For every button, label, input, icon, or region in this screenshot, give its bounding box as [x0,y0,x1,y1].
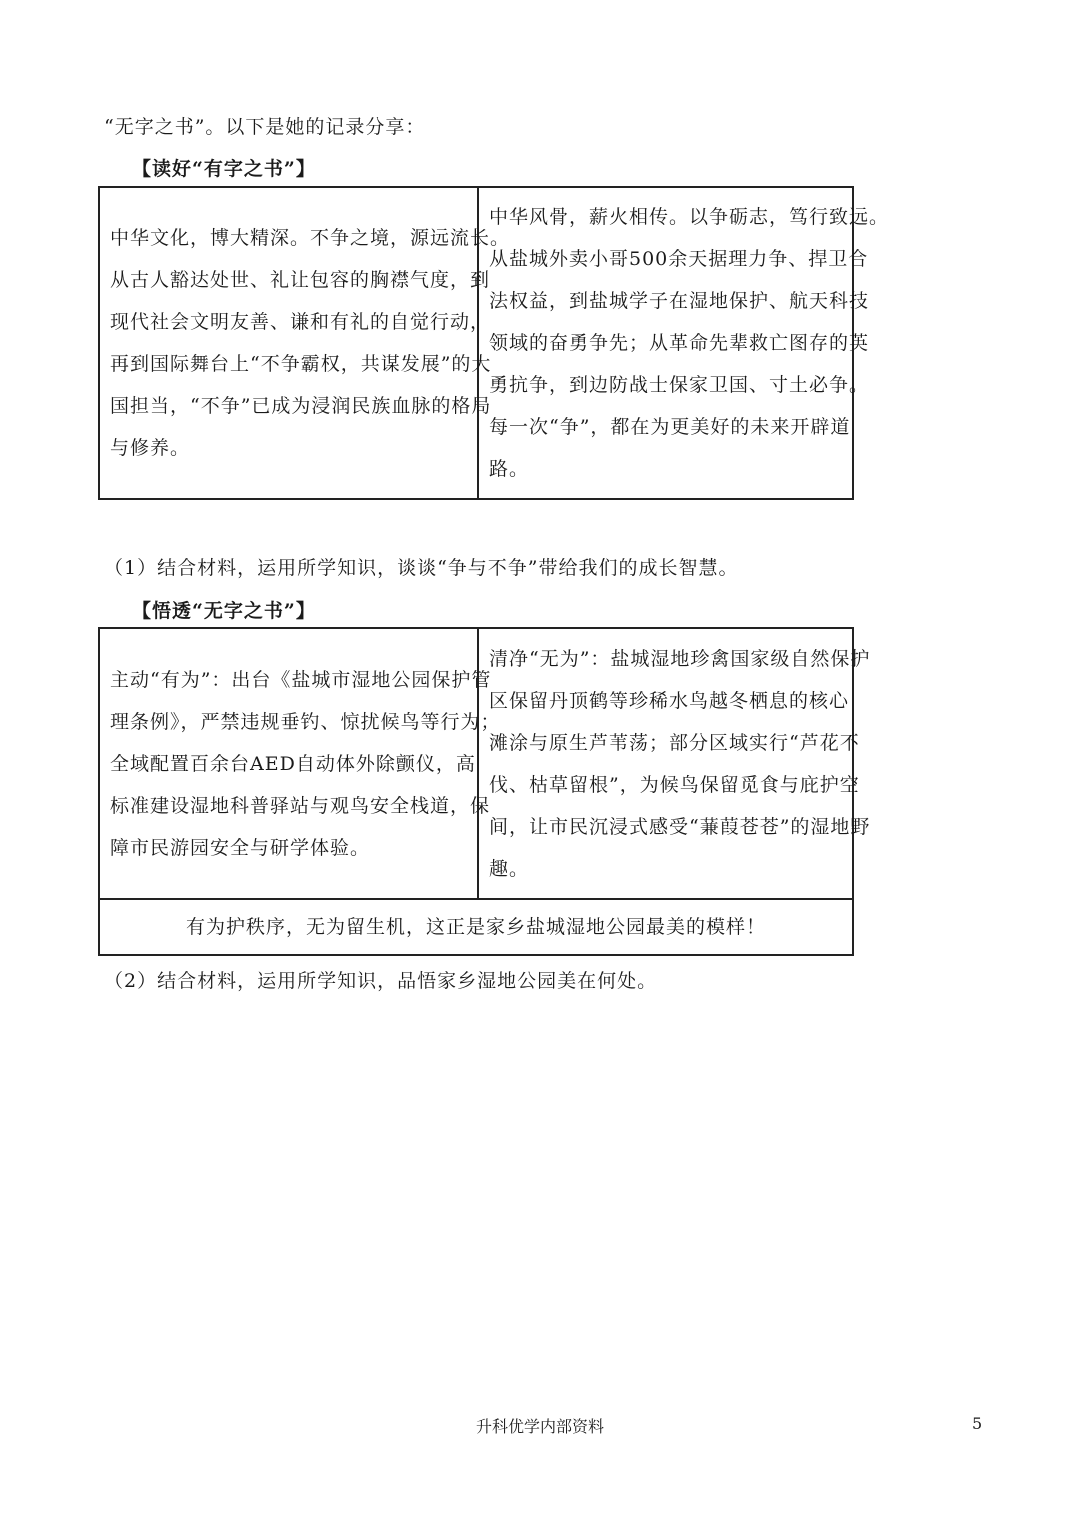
section1-left-line: 与修养。 [110,437,191,459]
page-number: 5 [972,1414,983,1433]
section1-left-line: 现代社会文明友善、谦和有礼的自觉行动， [110,311,491,333]
section1-left-line: 国担当，“不争”已成为浸润民族血脉的格局 [110,395,492,417]
section2-summary: 有为护秩序，无为留生机，这正是家乡盐城湿地公园最美的模样！ [99,899,853,955]
section1-left-line: 中华文化，博大精深。不争之境，源远流长。 [110,227,511,249]
section2-left-line: 标准建设湿地科普驿站与观鸟安全栈道，保 [110,794,491,817]
section2-right-line: 趣。 [489,857,530,880]
section1-right-line: 勇抗争，到边防战士保家卫国、寸土必争。 [489,374,870,396]
question-2: （2）结合材料，运用所学知识，品悟家乡湿地公园美在何处。 [104,970,658,992]
section2-right-cell [478,628,871,899]
intro-text: “无字之书”。以下是她的记录分享： [104,116,426,138]
section1-left-line: 从古人豁达处世、礼让包容的胸襟气度，到 [110,269,491,291]
section1-right-line: 从盐城外卖小哥500余天据理力争、捍卫合 [489,248,869,270]
section1-left-line: 再到国际舞台上“不争霸权，共谋发展”的大 [110,353,492,375]
section1-right-line: 每一次“争”，都在为更美好的未来开辟道 [489,416,851,438]
section1-right-line: 路。 [489,458,530,480]
section2-left-line: 主动“有为”：出台《盐城市湿地公园保护管 [110,668,492,691]
section2-left-line: 理条例》，严禁违规垂钓、惊扰候鸟等行为； [110,710,501,733]
section2-right-line: 清净“无为”：盐城湿地珍禽国家级自然保护 [489,647,871,670]
section2-right-line: 区保留丹顶鹤等珍稀水鸟越冬栖息的核心 [489,689,850,712]
section2-right-line: 伐、枯草留根”，为候鸟保留觅食与庇护空 [489,773,860,796]
question-1: （1）结合材料，运用所学知识，谈谈“争与不争”带给我们的成长智慧。 [104,557,739,579]
section1-heading: 【读好“有字之书”】 [132,158,316,180]
section2-right-line: 间，让市民沉浸式感受“蒹葭苍苍”的湿地野 [489,815,871,838]
section2-left-cell [99,628,501,899]
section1-right-cell [478,187,890,499]
section1-left-cell [99,187,511,499]
section2-right-line: 滩涂与原生芦苇荡；部分区域实行“芦花不 [489,731,860,754]
section1-right-line: 领域的奋勇争先；从革命先辈救亡图存的英 [489,332,870,354]
section2-heading: 【悟透“无字之书”】 [132,600,316,622]
section2-table [98,627,871,956]
section2-left-line: 全域配置百余台AED自动体外除颤仪，高 [110,752,476,775]
footer-text: 升科优学内部资料 [476,1417,605,1436]
section1-right-line: 中华风骨，薪火相传。以争砺志，笃行致远。 [489,206,890,228]
section2-left-line: 障市民游园安全与研学体验。 [110,836,371,859]
section1-right-line: 法权益，到盐城学子在湿地保护、航天科技 [489,290,870,312]
section1-table [98,186,890,500]
